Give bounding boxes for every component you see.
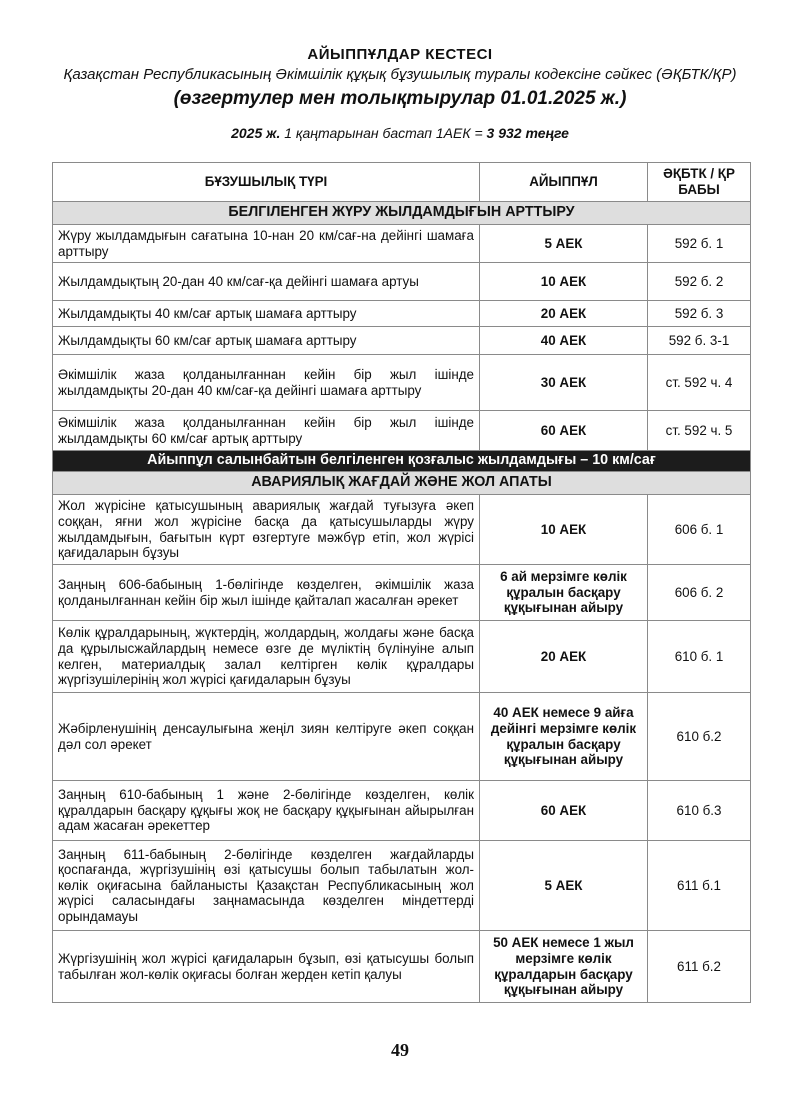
no-fine-banner-row — [53, 451, 751, 472]
table-row — [53, 621, 751, 693]
table-row — [53, 495, 751, 565]
rate-year: 2025 ж. — [231, 125, 281, 141]
violation-desc: Заңның 606-бабының 1-бөлігінде көзделген, әкімшілік жаза қолданылғаннан кейін бір жыл ішінде қайталап жасалған әрекет — [53, 565, 480, 621]
no-fine-banner: Айыппұл салынбайтын белгіленген қозғалыс жылдамдығы – 10 км/сағ — [53, 451, 751, 472]
violation-desc: Заңның 610-бабының 1 және 2-бөлігінде көзделген, көлік құралдарын басқару құқығы жоқ не басқару құқығынан айырылған адам жасаған әрекеттер — [53, 781, 480, 841]
fine-amount: 60 АЕК — [480, 411, 648, 451]
violation-desc: Әкімшілік жаза қолданылғаннан кейін бір жыл ішінде жылдамдықты 20-дан 40 км/сағ-қа дейінгі шамаға арттыру — [53, 355, 480, 411]
section-title-speed: БЕЛГІЛЕНГЕН ЖҮРУ ЖЫЛДАМДЫҒЫН АРТТЫРУ — [53, 202, 751, 225]
article-ref: 592 б. 1 — [648, 225, 751, 263]
fine-amount: 20 АЕК — [480, 301, 648, 327]
table-row — [53, 263, 751, 301]
article-ref: 606 б. 1 — [648, 495, 751, 565]
fine-amount: 5 АЕК — [480, 225, 648, 263]
table-header-row — [53, 163, 751, 202]
fine-amount: 10 АЕК — [480, 263, 648, 301]
section-header-speed — [53, 202, 751, 225]
page-subtitle: Қазақстан Республикасының Әкімшілік құқық бұзушылық туралы кодексіне сәйкес (ӘҚБТК/ҚР) — [63, 66, 737, 83]
page-number: 49 — [391, 1040, 409, 1060]
table-row — [53, 355, 751, 411]
fine-amount: 20 АЕК — [480, 621, 648, 693]
article-ref: 592 б. 2 — [648, 263, 751, 301]
fine-amount: 6 ай мерзімге көлік құралын басқару құқығынан айыру — [480, 565, 648, 621]
violation-desc: Жүргізушінің жол жүрісі қағидаларын бұзып, өзі қатысушы болып табылған жол-көлік оқиғасы болған жерден кетіп қалуы — [53, 931, 480, 1003]
article-ref: 610 б.3 — [648, 781, 751, 841]
table-row — [53, 931, 751, 1003]
fine-amount: 50 АЕК немесе 1 жыл мерзімге көлік құралдарын басқару құқығынан айыру — [480, 931, 648, 1003]
article-ref: 610 б. 1 — [648, 621, 751, 693]
section-header-accident — [53, 472, 751, 495]
fine-amount: 5 АЕК — [480, 841, 648, 931]
table-row — [53, 411, 751, 451]
page-title: АЙЫППҰЛДАР КЕСТЕСІ — [307, 46, 493, 63]
violation-desc: Жәбірленушінің денсаулығына жеңіл зиян келтіруге әкеп соққан дәл сол әрекет — [53, 693, 480, 781]
amendments-note: (өзгертулер мен толықтырулар 01.01.2025 ж.) — [173, 88, 627, 109]
article-ref: ст. 592 ч. 5 — [648, 411, 751, 451]
column-header-article: ӘҚБТК / ҚР БАБЫ — [648, 163, 751, 202]
violation-desc: Жол жүрісіне қатысушының авариялық жағдай туғызуға әкеп соққан, яғни жол жүрісіне басқа да қатысушыларды жүру жылдамдығын, бағытын күрт өзгертуге мәжбүр етіп, жол жүрісі қағидаларын бұзуы — [53, 495, 480, 565]
table-row — [53, 327, 751, 355]
column-header-type: БҰЗУШЫЛЫҚ ТҮРІ — [53, 163, 480, 202]
fine-amount: 60 АЕК — [480, 781, 648, 841]
table-row — [53, 565, 751, 621]
article-ref: 610 б.2 — [648, 693, 751, 781]
violation-desc: Көлік құралдарының, жүктердің, жолдардың, жолдағы және басқа да құрылысжайлардың немесе өзге де мүліктің бүлінуіне алып келген, материалдық залал келтірген көлік құралдары жүргізушілерінің жол жүрісі қағидаларын бұзуы — [53, 621, 480, 693]
rate-note — [0, 125, 800, 141]
article-ref: 592 б. 3-1 — [648, 327, 751, 355]
fine-amount: 10 АЕК — [480, 495, 648, 565]
rate-amount: 3 932 теңге — [486, 125, 569, 141]
violation-desc: Жылдамдықтың 20-дан 40 км/сағ-қа дейінгі шамаға артуы — [53, 263, 480, 301]
article-ref: ст. 592 ч. 4 — [648, 355, 751, 411]
article-ref: 611 б.1 — [648, 841, 751, 931]
violation-desc: Жылдамдықты 60 км/сағ артық шамаға арттыру — [53, 327, 480, 355]
fine-amount: 30 АЕК — [480, 355, 648, 411]
violation-desc: Әкімшілік жаза қолданылғаннан кейін бір жыл ішінде жылдамдықты 60 км/сағ артық арттыру — [53, 411, 480, 451]
article-ref: 611 б.2 — [648, 931, 751, 1003]
violation-desc: Заңның 611-бабының 2-бөлігінде көзделген жағдайларды қоспағанда, жүргізушінің өзі қатысушы болып табылатын жол-көлік оқиғасына байланысты Қазақстан Республикасының жол жүрісі саласындағы заңнамасында көзделген міндеттерді орындамауы — [53, 841, 480, 931]
table-row — [53, 781, 751, 841]
fine-amount: 40 АЕК — [480, 327, 648, 355]
section-title-accident: АВАРИЯЛЫҚ ЖАҒДАЙ ЖӘНЕ ЖОЛ АПАТЫ — [53, 472, 751, 495]
fine-amount: 40 АЕК немесе 9 айға дейінгі мерзімге көлік құралын басқару құқығынан айыру — [480, 693, 648, 781]
article-ref: 606 б. 2 — [648, 565, 751, 621]
table-row — [53, 841, 751, 931]
article-ref: 592 б. 3 — [648, 301, 751, 327]
rate-text: 1 қаңтарынан бастап 1АЕК = — [280, 125, 487, 141]
table-row — [53, 693, 751, 781]
fines-table — [52, 162, 751, 1003]
column-header-fine: АЙЫППҰЛ — [480, 163, 648, 202]
violation-desc: Жылдамдықты 40 км/сағ артық шамаға арттыру — [53, 301, 480, 327]
table-row — [53, 301, 751, 327]
violation-desc: Жүру жылдамдығын сағатына 10-нан 20 км/сағ-на дейінгі шамаға арттыру — [53, 225, 480, 263]
table-row — [53, 225, 751, 263]
